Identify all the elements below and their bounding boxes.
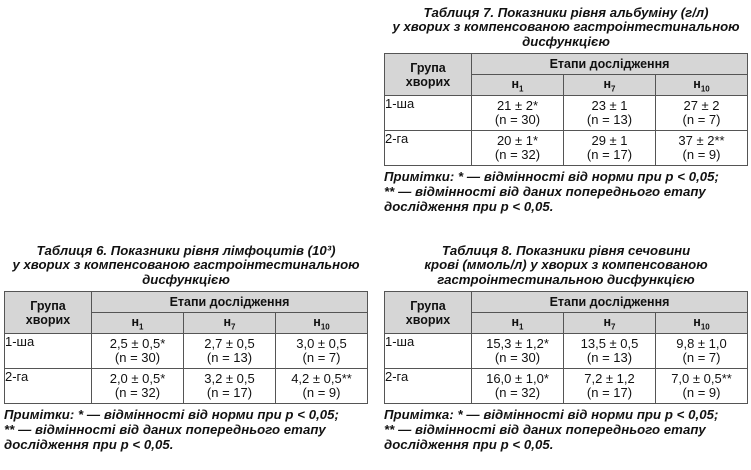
- value-cell: 15,3 ± 1,2* (n = 30): [472, 334, 564, 369]
- stage-header: $н_1$: [472, 313, 564, 334]
- value-cell: 3,2 ± 0,5 (n = 17): [184, 369, 276, 404]
- header-line: хворих: [25, 312, 71, 327]
- group-cell: 1-ша: [385, 96, 472, 131]
- table-note: [4, 407, 368, 452]
- header-line: хворих: [405, 312, 451, 327]
- caption-line: у хворих з компенсованою гастроінтестинальною: [392, 19, 740, 35]
- note-line: ** — відмінності від даних попереднього етапу: [384, 422, 706, 438]
- caption-line: гастроінтестинальною дисфункцією: [437, 271, 695, 287]
- note-line: дослідження при р < 0,05.: [4, 437, 174, 453]
- table-caption: [384, 244, 748, 287]
- caption-line: дисфункцією: [522, 33, 610, 49]
- value-cell: 21 ± 2* (n = 30): [472, 96, 564, 131]
- value-cell: 27 ± 2 (n = 7): [656, 96, 748, 131]
- data-table: [384, 53, 748, 166]
- caption-line: крові (ммоль/л) у хворих з компенсованою: [424, 257, 708, 273]
- stage-header: $н_{10}$: [276, 313, 368, 334]
- value-cell: 16,0 ± 1,0* (n = 32): [472, 369, 564, 404]
- stage-header: $н_7$: [564, 75, 656, 96]
- group-cell: 2-га: [5, 369, 92, 404]
- table-row: [5, 369, 368, 404]
- header-line: хворих: [405, 74, 451, 89]
- value-cell: 9,8 ± 1,0 (n = 7): [656, 334, 748, 369]
- table-note: [384, 169, 748, 214]
- value-cell: 4,2 ± 0,5** (n = 9): [276, 369, 368, 404]
- table-caption: [4, 244, 368, 287]
- group-cell: 2-га: [385, 131, 472, 166]
- group-cell: 2-га: [385, 369, 472, 404]
- stage-header: $н_1$: [472, 75, 564, 96]
- value-cell: 7,0 ± 0,5** (n = 9): [656, 369, 748, 404]
- data-table: [384, 291, 748, 404]
- note-line: Примітки: * — відмінності від норми при р < 0,05;: [4, 407, 340, 423]
- group-header: [385, 292, 472, 334]
- value-cell: 2,0 ± 0,5* (n = 32): [92, 369, 184, 404]
- header-line: Група: [30, 298, 66, 313]
- header-line: Група: [410, 298, 446, 313]
- value-cell: 13,5 ± 0,5 (n = 13): [564, 334, 656, 369]
- data-table: [4, 291, 368, 404]
- stage-header: $н_7$: [564, 313, 656, 334]
- table-note: [384, 407, 748, 452]
- table-row: [385, 369, 748, 404]
- caption-line: Таблиця 6. Показники рівня лімфоцитів (10³): [36, 243, 336, 258]
- stages-header: Етапи дослідження: [92, 292, 368, 313]
- header-line: Група: [410, 60, 446, 75]
- group-cell: 1-ша: [5, 334, 92, 369]
- value-cell: 20 ± 1* (n = 32): [472, 131, 564, 166]
- table-row: [385, 131, 748, 166]
- table-row: [385, 96, 748, 131]
- value-cell: 2,7 ± 0,5 (n = 13): [184, 334, 276, 369]
- value-cell: 23 ± 1 (n = 13): [564, 96, 656, 131]
- stage-header: $н_{10}$: [656, 75, 748, 96]
- value-cell: 3,0 ± 0,5 (n = 7): [276, 334, 368, 369]
- caption-line: дисфункцією: [142, 271, 230, 287]
- stage-header: $н_{10}$: [656, 313, 748, 334]
- stage-header: $н_7$: [184, 313, 276, 334]
- note-line: ** — відмінності від даних попереднього етапу: [384, 184, 706, 200]
- stages-header: Етапи дослідження: [472, 292, 748, 313]
- caption-line: Таблиця 8. Показники рівня сечовини: [441, 243, 691, 258]
- table-8-block: [384, 244, 748, 452]
- group-header: [385, 54, 472, 96]
- table-6-block: [4, 244, 368, 452]
- value-cell: 37 ± 2** (n = 9): [656, 131, 748, 166]
- value-cell: 29 ± 1 (n = 17): [564, 131, 656, 166]
- caption-line: Таблиця 7. Показники рівня альбуміну (г/л): [423, 5, 709, 20]
- table-row: [385, 334, 748, 369]
- table-caption: [384, 6, 748, 49]
- group-cell: 1-ша: [385, 334, 472, 369]
- table-7-block: [384, 6, 748, 214]
- table-row: [5, 334, 368, 369]
- note-line: ** — відмінності від даних попереднього етапу: [4, 422, 326, 438]
- note-line: Примітка: * — відмінності від норми при р < 0,05;: [384, 407, 719, 423]
- value-cell: 2,5 ± 0,5* (n = 30): [92, 334, 184, 369]
- note-line: дослідження при р < 0,05.: [384, 437, 554, 453]
- group-header: [5, 292, 92, 334]
- stage-header: $н_1$: [92, 313, 184, 334]
- note-line: Примітки: * — відмінності від норми при р < 0,05;: [384, 169, 720, 185]
- value-cell: 7,2 ± 1,2 (n = 17): [564, 369, 656, 404]
- note-line: дослідження при р < 0,05.: [384, 199, 554, 215]
- caption-line: у хворих з компенсованою гастроінтестинальною: [12, 257, 360, 273]
- stages-header: Етапи дослідження: [472, 54, 748, 75]
